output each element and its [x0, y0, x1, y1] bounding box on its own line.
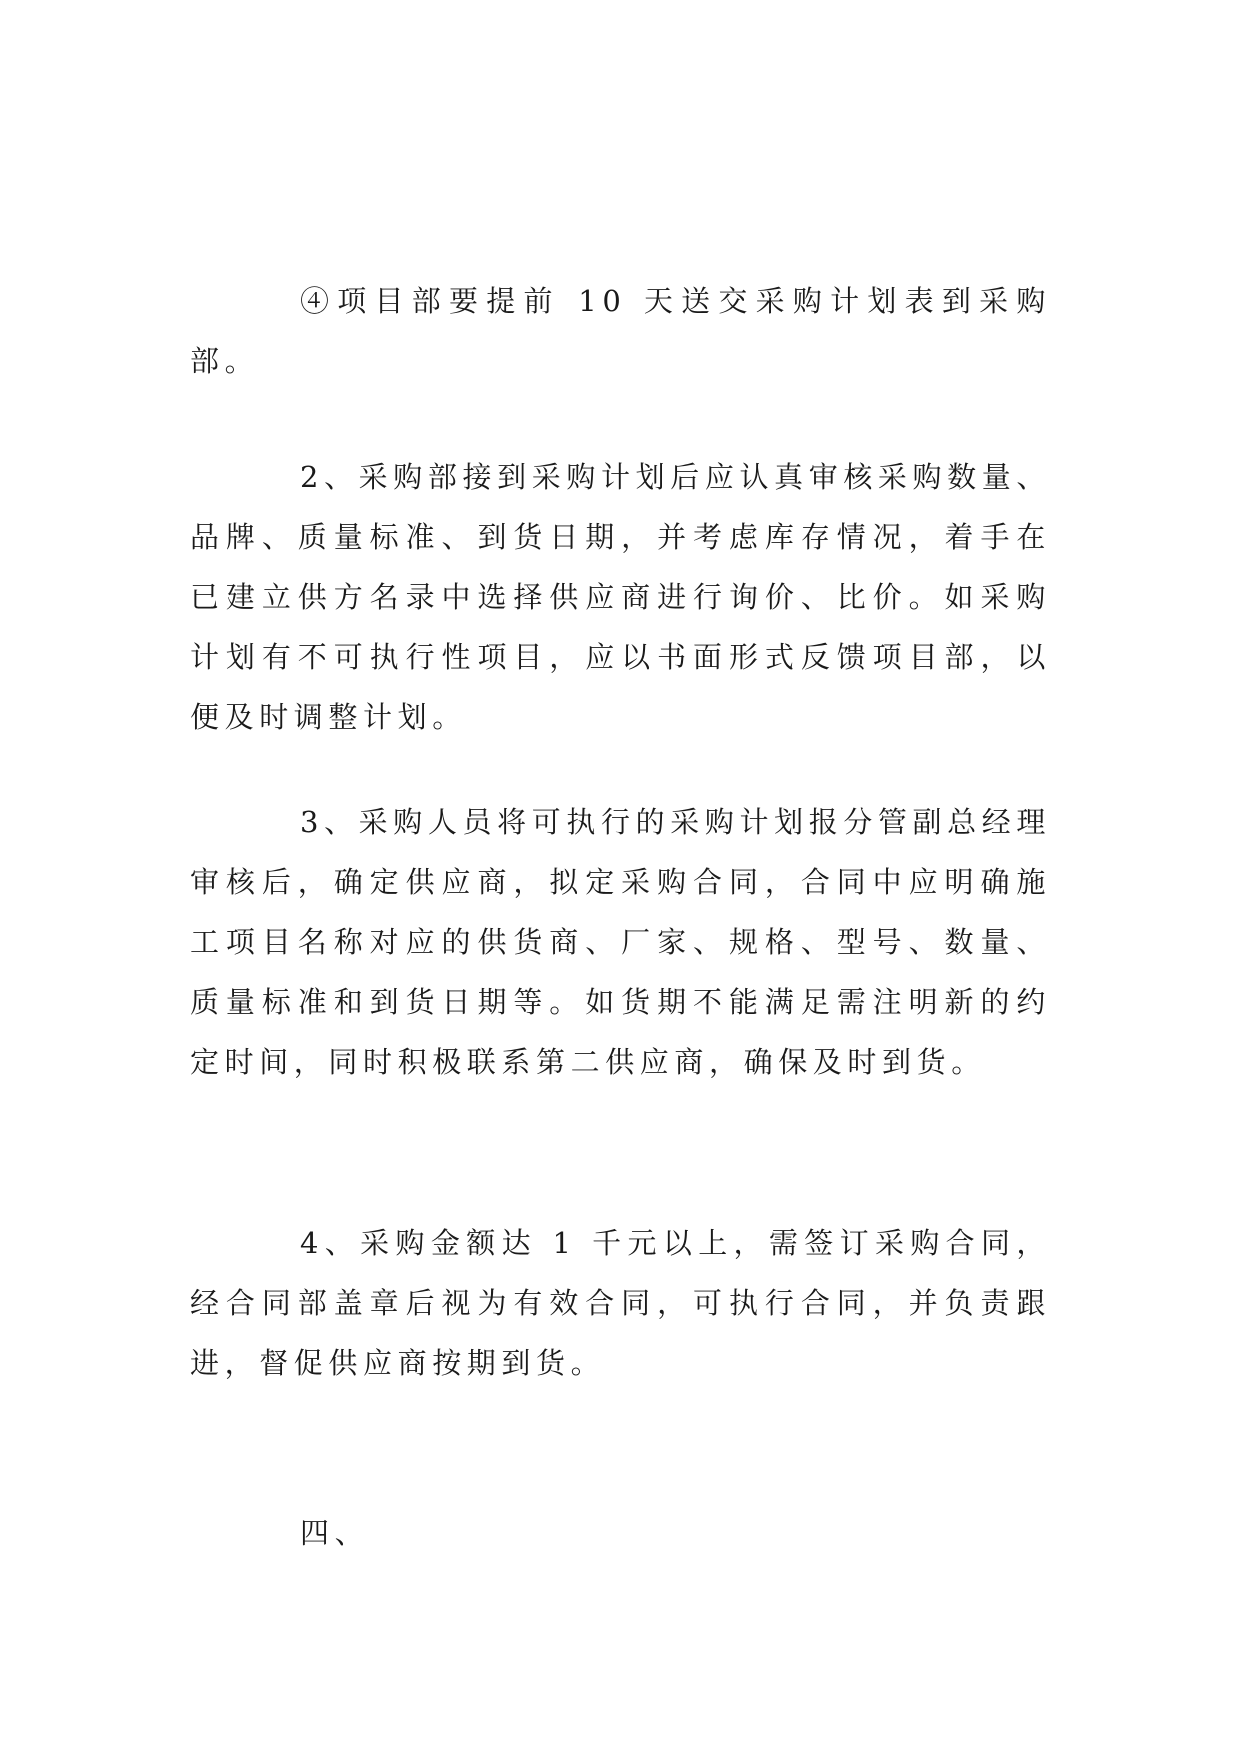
paragraph-2: 2、采购部接到采购计划后应认真审核采购数量、品牌、质量标准、到货日期，并考虑库存情况，着手在已建立供方名录中选择供应商进行询价、比价。如采购计划有不可执行性项目，应以书面形式反馈项目部，以便及时调整计划。: [190, 460, 1051, 734]
paragraph-item-4: ④项目部要提前 10 天送交采购计划表到采购部。: [190, 284, 1051, 378]
paragraph-4: 4、采购金额达 1 千元以上，需签订采购合同，经合同部盖章后视为有效合同，可执行合同，并负责跟进，督促供应商按期到货。: [190, 1226, 1051, 1380]
section-heading-4: 四、: [300, 1516, 370, 1550]
paragraph-3: 3、采购人员将可执行的采购计划报分管副总经理审核后，确定供应商，拟定采购合同，合同中应明确施工项目名称对应的供货商、厂家、规格、型号、数量、质量标准和到货日期等。如货期不能满足需注明新的约定时间，同时积极联系第二供应商，确保及时到货。: [190, 805, 1051, 1079]
